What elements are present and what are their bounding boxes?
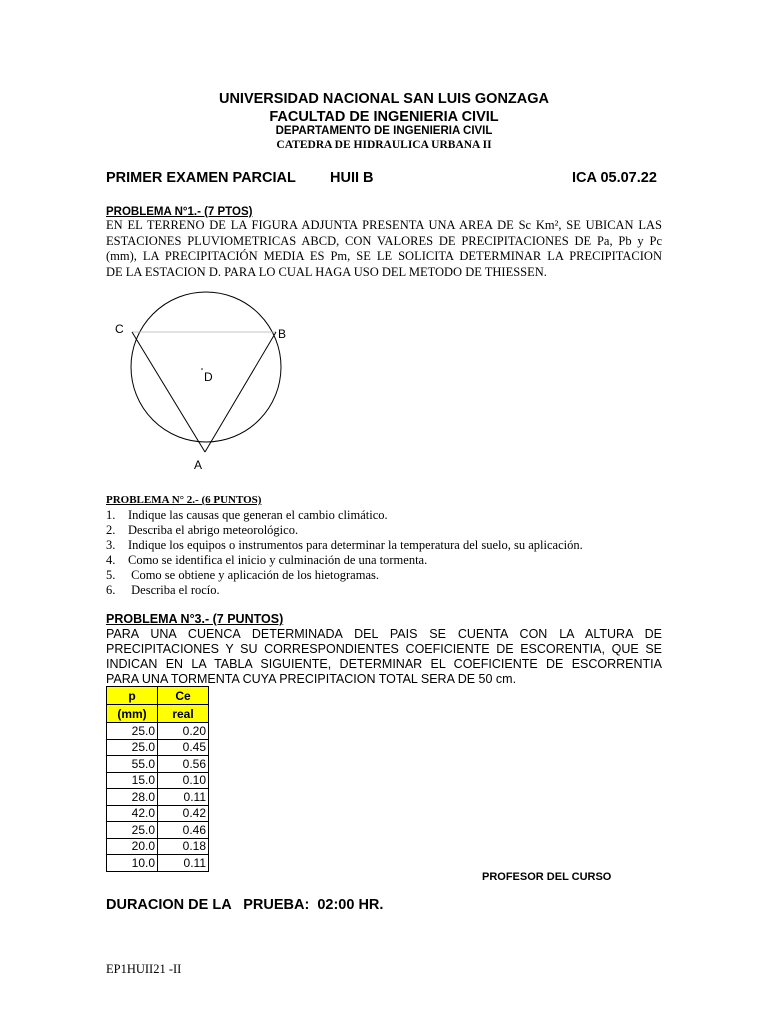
station-c-label: C — [115, 322, 124, 336]
segment-ca — [132, 332, 205, 452]
list-item-text: Como se identifica el inicio y culminación de una tormenta. — [128, 553, 428, 567]
list-item-number: 4. — [106, 553, 116, 567]
problem3-line-1: PARA UNA CUENCA DETERMINADA DEL PAIS SE CUENTA CON LA ALTURA DE — [106, 627, 662, 641]
cell-p: 20.0 — [107, 838, 158, 855]
header-ce: Ce — [158, 687, 209, 705]
problem3-heading: PROBLEMA N°3.- (7 PUNTOS) — [106, 612, 284, 626]
list-item — [106, 553, 583, 568]
cell-ce: 0.18 — [158, 838, 209, 855]
problem2-heading: PROBLEMA N° 2.- (6 PUNTOS) — [106, 494, 262, 506]
list-item — [106, 583, 583, 598]
header-ce-sub: real — [158, 705, 209, 723]
station-a-label: A — [194, 458, 203, 472]
faculty-name: FACULTAD DE INGENIERIA CIVIL — [269, 109, 499, 125]
problem2-question-list — [106, 508, 583, 598]
header-p-unit: (mm) — [107, 705, 158, 723]
list-item — [106, 538, 583, 553]
table-row — [107, 822, 209, 839]
department-name: DEPARTAMENTO DE INGENIERIA CIVIL — [275, 125, 493, 137]
cell-p: 28.0 — [107, 789, 158, 806]
cell-p: 55.0 — [107, 756, 158, 773]
table-header-row-2 — [107, 705, 209, 723]
table-row — [107, 789, 209, 806]
list-item-text: Describa el rocío. — [128, 583, 220, 597]
list-item-text: Indique las causas que generan el cambio climático. — [128, 508, 388, 522]
cell-ce: 0.10 — [158, 772, 209, 789]
problem1-line-3: (mm), LA PRECIPITACIÓN MEDIA ES Pm, SE LE SOLICITA DETERMINAR LA PRECIPITACION — [106, 249, 662, 263]
cell-ce: 0.45 — [158, 739, 209, 756]
exam-title: PRIMER EXAMEN PARCIAL — [106, 170, 296, 186]
list-item-text: Indique los equipos o instrumentos para determinar la temperatura del suelo, su aplicación. — [128, 538, 583, 552]
station-d-point — [201, 368, 203, 370]
table-header-row-1 — [107, 687, 209, 705]
cell-p: 10.0 — [107, 855, 158, 872]
cell-ce: 0.46 — [158, 822, 209, 839]
chair-name: CATEDRA DE HIDRAULICA URBANA II — [276, 139, 492, 151]
cell-ce: 0.56 — [158, 756, 209, 773]
cell-p: 15.0 — [107, 772, 158, 789]
cell-ce: 0.20 — [158, 723, 209, 740]
station-b-label: B — [278, 327, 287, 341]
cell-p: 25.0 — [107, 822, 158, 839]
exam-duration: DURACION DE LA PRUEBA: 02:00 HR. — [106, 897, 384, 913]
university-name: UNIVERSIDAD NACIONAL SAN LUIS GONZAGA — [218, 91, 550, 107]
header-p: p — [107, 687, 158, 705]
list-item-text: Describa el abrigo meteorológico. — [128, 523, 299, 537]
cell-ce: 0.11 — [158, 789, 209, 806]
table-row — [107, 756, 209, 773]
problem3-line-2: PRECIPITACIONES Y SU CORRESPONDIENTES COEFICIENTE DE ESCORENTIA, QUE SE — [106, 642, 662, 656]
document-code: EP1HUII21 -II — [106, 962, 182, 976]
problem3-line-4: PARA UNA TORMENTA CUYA PRECIPITACION TOTAL SERA DE 50 cm. — [106, 672, 517, 686]
precipitation-table — [106, 686, 209, 872]
table-row — [107, 723, 209, 740]
professor-signature-label: PROFESOR DEL CURSO — [482, 871, 612, 883]
cell-p: 25.0 — [107, 723, 158, 740]
problem1-line-2: ESTACIONES PLUVIOMETRICAS ABCD, CON VALORES DE PRECIPITACIONES DE Pa, Pb y Pc — [106, 233, 662, 248]
list-item-number: 6. — [106, 583, 116, 597]
table-row — [107, 772, 209, 789]
list-item-number: 2. — [106, 523, 116, 537]
list-item-number: 1. — [106, 508, 116, 522]
list-item-number: 3. — [106, 538, 116, 552]
problem1-heading: PROBLEMA N°1.- (7 PTOS) — [106, 206, 253, 218]
list-item — [106, 508, 583, 523]
cell-p: 42.0 — [107, 805, 158, 822]
exam-course: HUII B — [330, 170, 374, 186]
problem1-line-4: DE LA ESTACION D. PARA LO CUAL HAGA USO DEL METODO DE THIESSEN. — [106, 264, 547, 279]
problem1-text — [106, 218, 662, 280]
problem1-line-1: EN EL TERRENO DE LA FIGURA ADJUNTA PRESENTA UNA AREA DE Sc Km², SE UBICAN LAS — [106, 218, 662, 232]
cell-p: 25.0 — [107, 739, 158, 756]
station-d-label: D — [204, 370, 213, 384]
table-row — [107, 855, 209, 872]
problem3-line-3: INDICAN EN LA TABLA SIGUIENTE, DETERMINAR EL COEFICIENTE DE ESCORRENTIA — [106, 657, 662, 671]
cell-ce: 0.42 — [158, 805, 209, 822]
list-item — [106, 568, 583, 583]
list-item-number: 5. — [106, 568, 116, 582]
table-row — [107, 739, 209, 756]
cell-ce: 0.11 — [158, 855, 209, 872]
table-row — [107, 838, 209, 855]
list-item — [106, 523, 583, 538]
list-item-text: Como se obtiene y aplicación de los hietogramas. — [128, 568, 379, 582]
table-row — [107, 805, 209, 822]
exam-code: ICA 05.07.22 — [572, 170, 657, 186]
problem3-text — [106, 627, 662, 687]
